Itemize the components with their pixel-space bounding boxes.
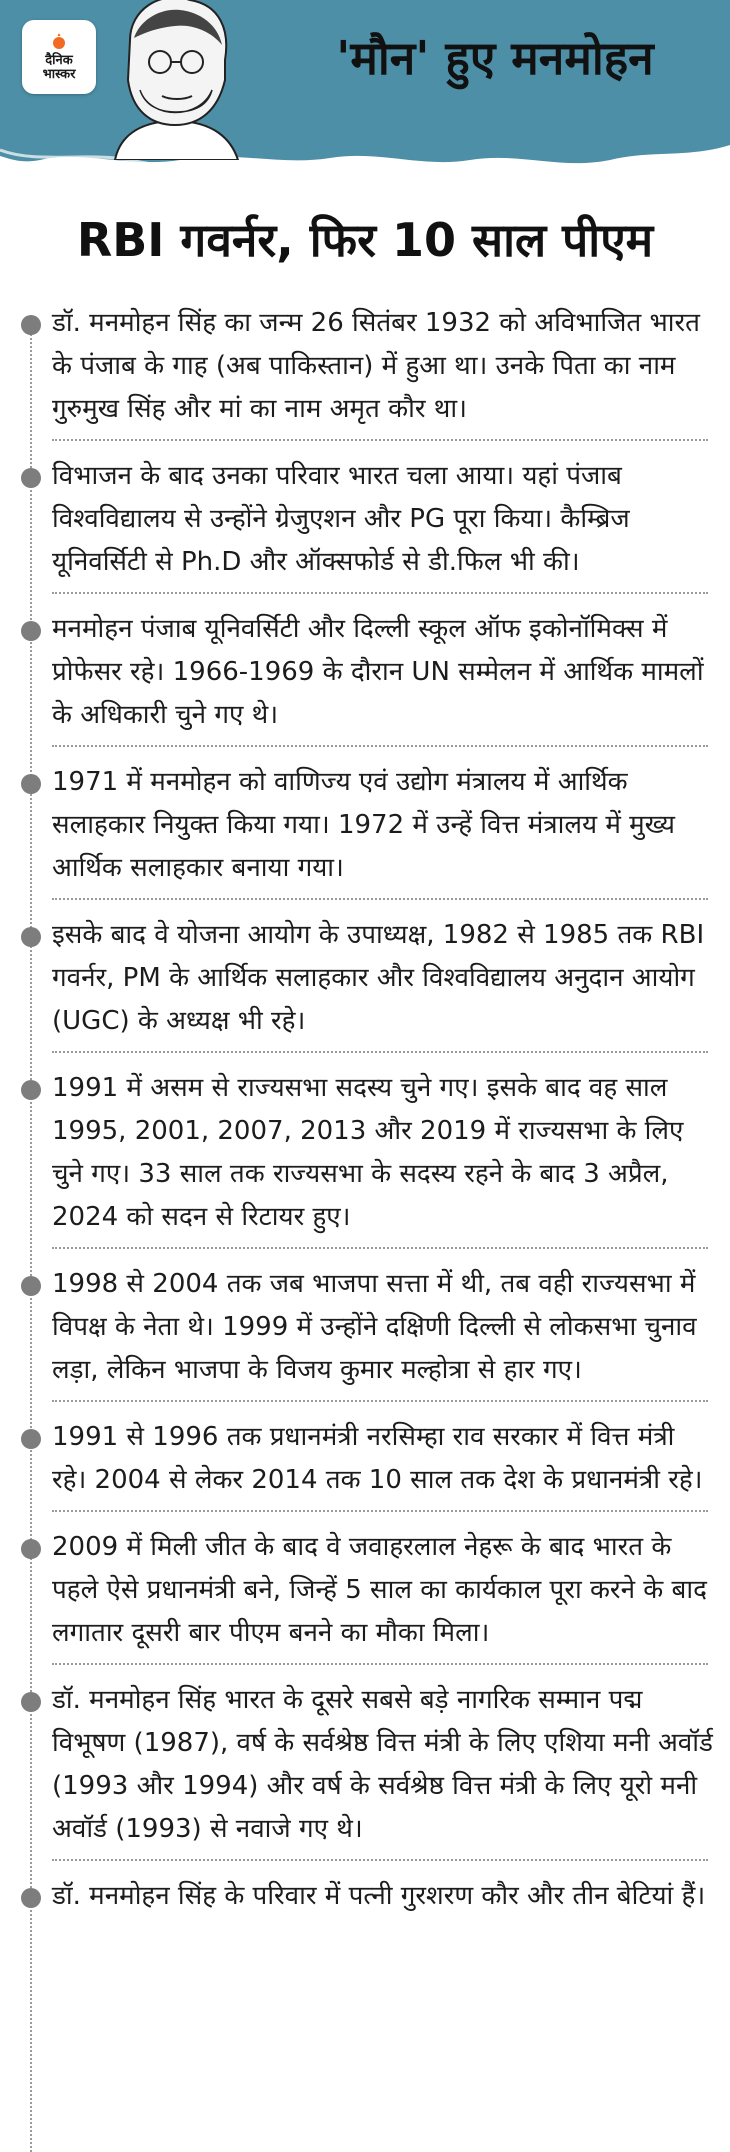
timeline-item-text: डॉ. मनमोहन सिंह के परिवार में पत्नी गुरशरण कौर और तीन बेटियां हैं।	[52, 1881, 706, 1911]
bullet-dot-icon	[21, 1080, 41, 1100]
timeline-item	[0, 608, 730, 737]
logo-line-1: दैनिक	[45, 53, 73, 68]
timeline-item-text: डॉ. मनमोहन सिंह भारत के दूसरे सबसे बड़े नागरिक सम्मान पद्म विभूषण (1987), वर्ष के सर्वश्रेष्ठ वित्त मंत्री के लिए एशिया मनी अवॉर्ड (1993 और 1994) और वर्ष के सर्वश्रेष्ठ वित्त मंत्री के लिए यूरो मनी अवॉर्ड (1993) से नवाजे गए थे।	[52, 1685, 713, 1844]
timeline-item	[0, 455, 730, 584]
dotted-divider	[52, 1400, 708, 1402]
bullet-dot-icon	[21, 927, 41, 947]
timeline-item	[0, 1067, 730, 1239]
timeline-item-text: मनमोहन पंजाब यूनिवर्सिटी और दिल्ली स्कूल ऑफ इकोनॉमिक्स में प्रोफेसर रहे। 1966-1969 के दौरान UN सम्मेलन में आर्थिक मामलों के अधिकारी चुने गए थे।	[52, 614, 704, 730]
timeline-item	[0, 1416, 730, 1502]
timeline-item	[0, 914, 730, 1043]
dotted-divider	[52, 1663, 708, 1665]
timeline-item	[0, 761, 730, 890]
header-title: 'मौन' हुए मनमोहन	[336, 31, 654, 85]
page-title: RBI गवर्नर, फिर 10 साल पीएम	[76, 213, 654, 267]
timeline-item	[0, 1263, 730, 1392]
timeline-item-text: इसके बाद वे योजना आयोग के उपाध्यक्ष, 1982 से 1985 तक RBI गवर्नर, PM के आर्थिक सलाहकार और विश्वविद्यालय अनुदान आयोग (UGC) के अध्यक्ष भी रहे।	[52, 920, 705, 1036]
dotted-divider	[52, 745, 708, 747]
timeline-item	[0, 1526, 730, 1655]
dotted-divider	[52, 1247, 708, 1249]
timeline-item-text: 2009 में मिली जीत के बाद वे जवाहरलाल नेहरू के बाद भारत के पहले ऐसे प्रधानमंत्री बने, जिन्हें 5 साल का कार्यकाल पूरा करने के बाद लगातार दूसरी बार पीएम बनने का मौका मिला।	[52, 1532, 707, 1648]
timeline-item-text: 1971 में मनमोहन को वाणिज्य एवं उद्योग मंत्रालय में आर्थिक सलाहकार नियुक्त किया गया। 1972 में उन्हें वित्त मंत्रालय में मुख्य आर्थिक सलाहकार बनाया गया।	[52, 767, 675, 883]
bullet-dot-icon	[21, 1888, 41, 1908]
timeline-list	[0, 302, 730, 1918]
dainik-bhaskar-logo	[22, 20, 96, 94]
bullet-dot-icon	[21, 468, 41, 488]
bullet-dot-icon	[21, 1692, 41, 1712]
dotted-divider	[52, 592, 708, 594]
dotted-divider	[52, 1510, 708, 1512]
dotted-divider	[52, 898, 708, 900]
timeline-item	[0, 302, 730, 431]
sun-logo-icon	[49, 32, 69, 52]
timeline-item-text: विभाजन के बाद उनका परिवार भारत चला आया। यहां पंजाब विश्वविद्यालय से उन्होंने ग्रेजुएशन और PG पूरा किया। कैम्ब्रिज यूनिवर्सिटी से Ph.D और ऑक्सफोर्ड से डी.फिल भी की।	[52, 461, 630, 577]
timeline-item-text: 1991 में असम से राज्यसभा सदस्य चुने गए। इसके बाद वह साल 1995, 2001, 2007, 2013 और 2019 में राज्यसभा के लिए चुने गए। 33 साल तक राज्यसभा के सदस्य रहने के बाद 3 अप्रैल, 2024 को सदन से रिटायर हुए।	[52, 1073, 684, 1232]
timeline-item	[0, 1875, 730, 1918]
dotted-divider	[52, 1051, 708, 1053]
timeline-item	[0, 1679, 730, 1851]
dotted-divider	[52, 1859, 708, 1861]
portrait-sketch-image	[100, 0, 250, 160]
bullet-dot-icon	[21, 315, 41, 335]
logo-line-2: भास्कर	[42, 67, 76, 82]
timeline-item-text: डॉ. मनमोहन सिंह का जन्म 26 सितंबर 1932 को अविभाजित भारत के पंजाब के गाह (अब पाकिस्तान) में हुआ था। उनके पिता का नाम गुरुमुख सिंह और मां का नाम अमृत कौर था।	[52, 308, 700, 424]
bullet-dot-icon	[21, 1429, 41, 1449]
timeline-item-text: 1991 से 1996 तक प्रधानमंत्री नरसिम्हा राव सरकार में वित्त मंत्री रहे। 2004 से लेकर 2014 तक 10 साल तक देश के प्रधानमंत्री रहे।	[52, 1422, 703, 1495]
header-banner	[0, 0, 730, 175]
dotted-divider	[52, 439, 708, 441]
bullet-dot-icon	[21, 1276, 41, 1296]
bullet-dot-icon	[21, 774, 41, 794]
timeline-item-text: 1998 से 2004 तक जब भाजपा सत्ता में थी, तब वही राज्यसभा में विपक्ष के नेता थे। 1999 में उन्होंने दक्षिणी दिल्ली से लोकसभा चुनाव लड़ा, लेकिन भाजपा के विजय कुमार मल्होत्रा से हार गए।	[52, 1269, 697, 1385]
bullet-dot-icon	[21, 1539, 41, 1559]
bullet-dot-icon	[21, 621, 41, 641]
